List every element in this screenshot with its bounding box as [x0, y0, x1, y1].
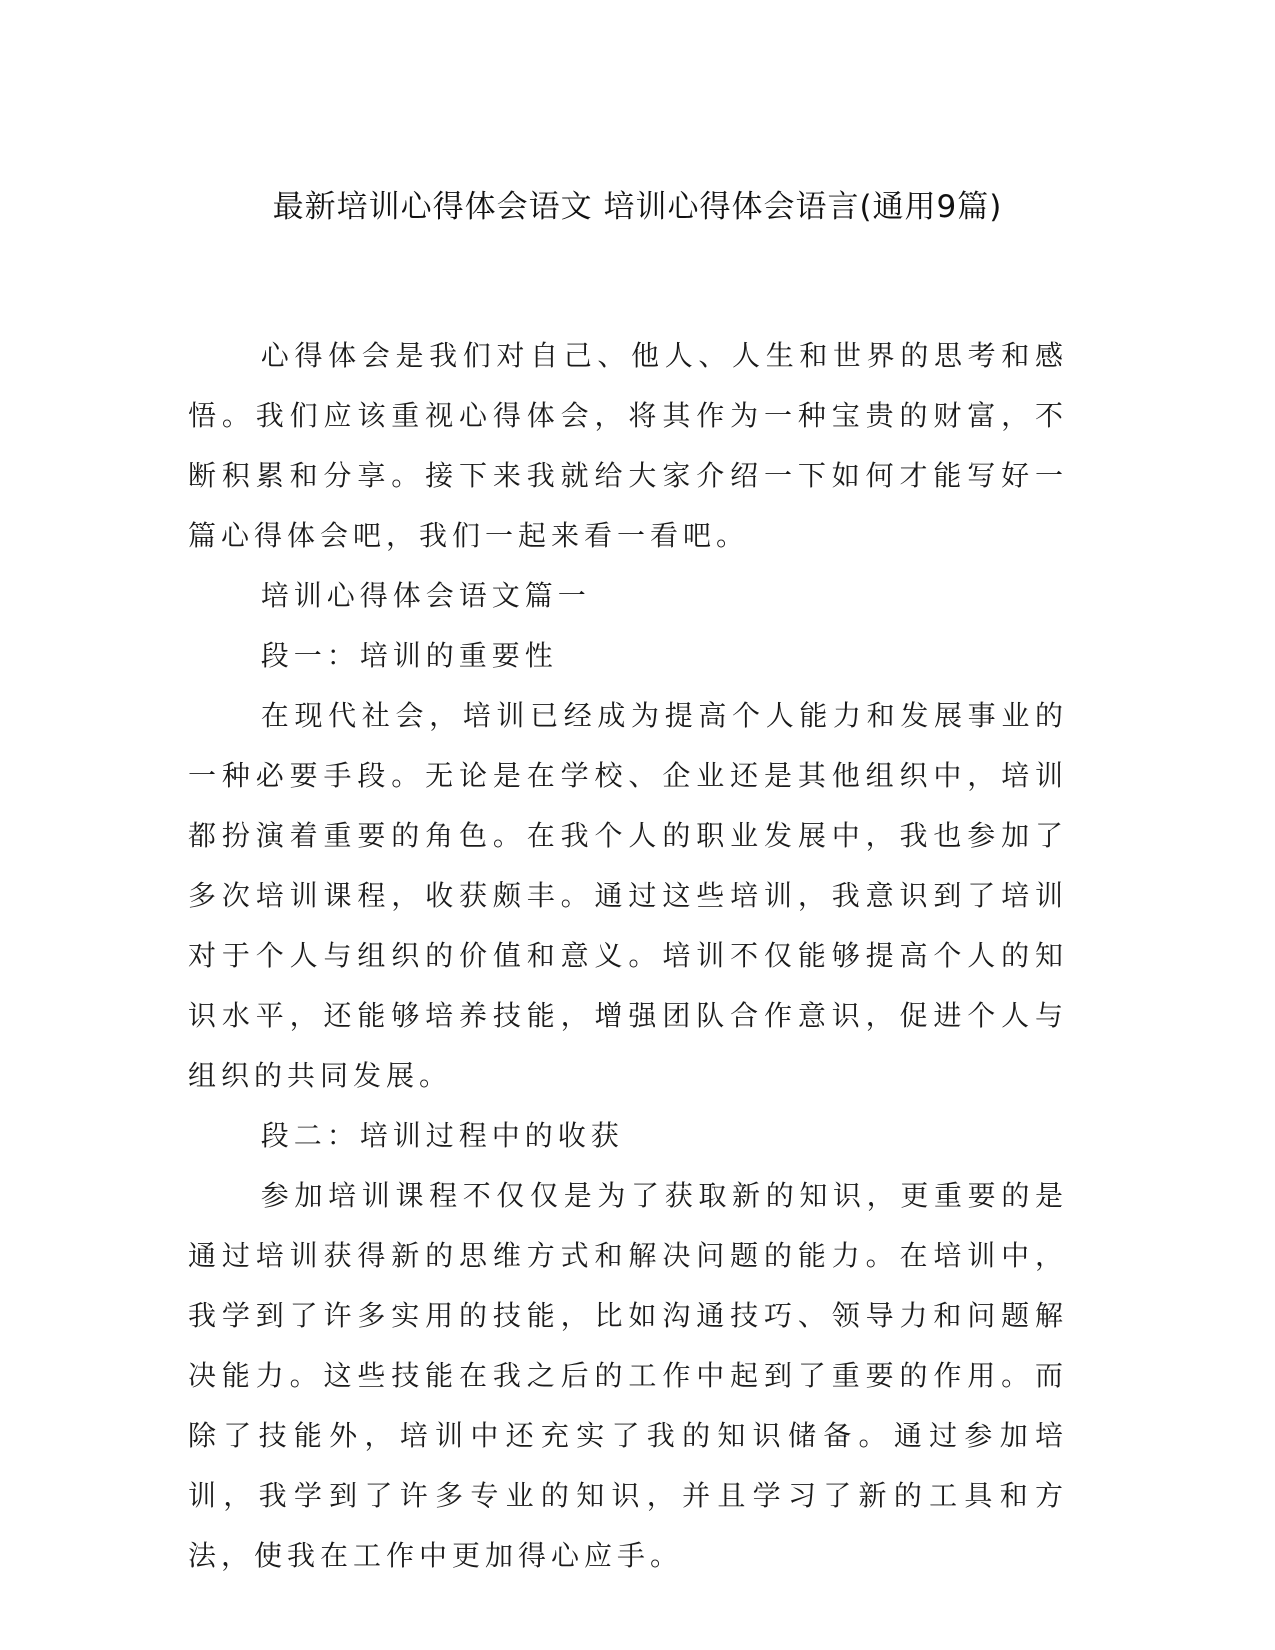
document-title: 最新培训心得体会语文 培训心得体会语言(通用9篇): [272, 189, 1003, 225]
intro-paragraph: 心得体会是我们对自己、他人、人生和世界的思考和感悟。我们应该重视心得体会，将其作为一种宝贵的财富，不断积累和分享。接下来我就给大家介绍一下如何才能写好一篇心得体会吧，我们一起来看一看吧。: [188, 339, 1068, 552]
subheading-part-two: 段二：培训过程中的收获: [260, 1119, 624, 1152]
section-heading: 培训心得体会语文篇一: [260, 579, 591, 612]
body-paragraph: 参加培训课程不仅仅是为了获取新的知识，更重要的是通过培训获得新的思维方式和解决问题的能力。在培训中，我学到了许多实用的技能，比如沟通技巧、领导力和问题解决能力。这些技能在我之后的工作中起到了重要的作用。而除了技能外，培训中还充实了我的知识储备。通过参加培训，我学到了许多专业的知识，并且学习了新的工具和方法，使我在工作中更加得心应手。: [188, 1179, 1068, 1572]
subheading-part-one: 段一：培训的重要性: [260, 639, 558, 672]
document-body: [188, 326, 1068, 1586]
body-paragraph: 在现代社会，培训已经成为提高个人能力和发展事业的一种必要手段。无论是在学校、企业还是其他组织中，培训都扮演着重要的角色。在我个人的职业发展中，我也参加了多次培训课程，收获颇丰。通过这些培训，我意识到了培训对于个人与组织的价值和意义。培训不仅能够提高个人的知识水平，还能够培养技能，增强团队合作意识，促进个人与组织的共同发展。: [188, 699, 1068, 1092]
